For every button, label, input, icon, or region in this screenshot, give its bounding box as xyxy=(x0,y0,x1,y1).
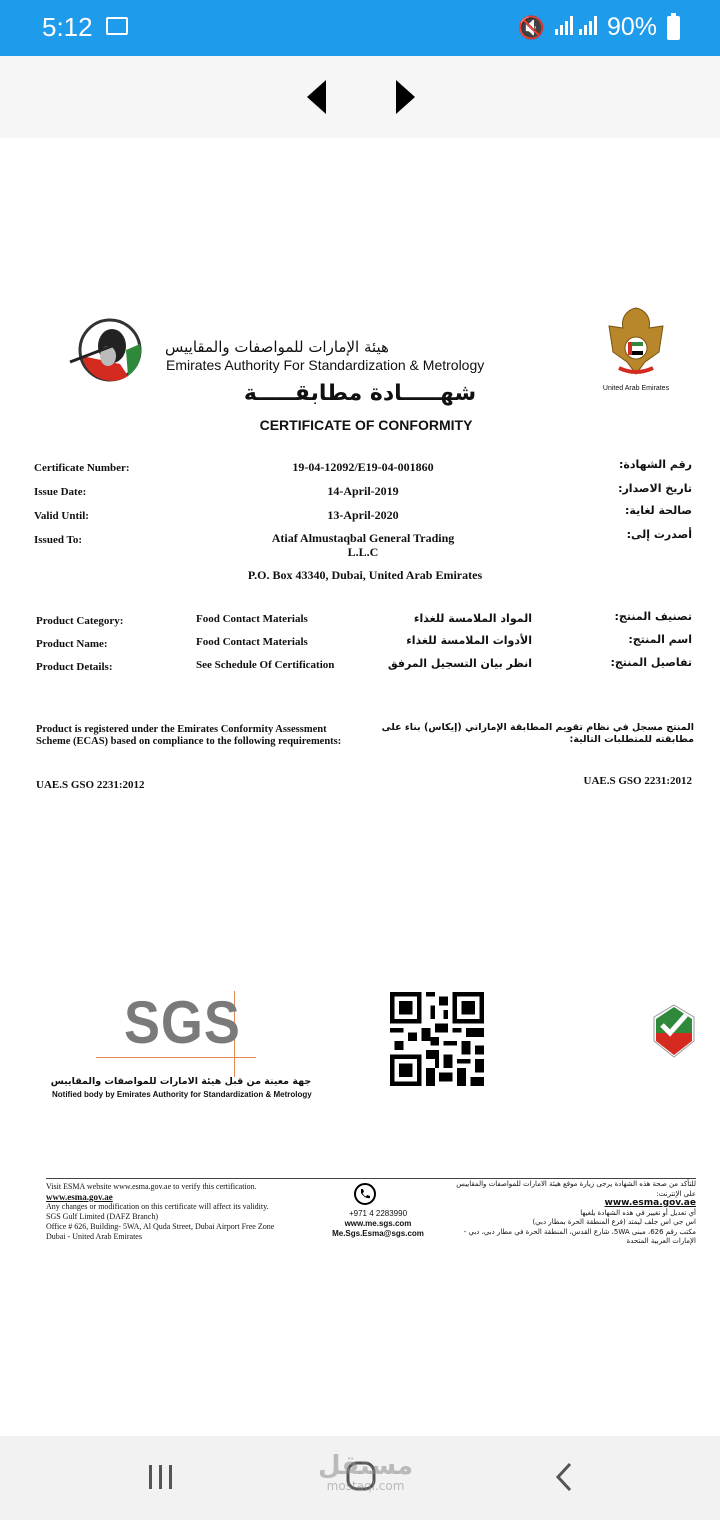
viewer-toolbar xyxy=(0,56,720,138)
watermark-ar: مستقل xyxy=(318,1451,414,1481)
product-value: Food Contact Materials xyxy=(196,636,308,648)
issued-to-suffix: L.L.C xyxy=(347,545,379,559)
authority-name-en: Emirates Authority For Standardization & Metrology xyxy=(166,357,485,373)
sgs-logo: SGS xyxy=(124,989,241,1056)
field-value: 14-April-2019 xyxy=(327,484,399,498)
qr-code xyxy=(388,992,486,1086)
battery-icon xyxy=(667,16,680,40)
product-label: Product Name: xyxy=(36,638,108,650)
footer-verify-text: Visit ESMA website www.esma.gov.ae to verify this certification. xyxy=(46,1182,257,1191)
field-label-ar: تاريخ الاصدار: xyxy=(618,482,692,495)
footer-company: SGS Gulf Limited (DAFZ Branch) xyxy=(46,1212,158,1221)
field-label-ar: أصدرت إلى: xyxy=(626,528,692,541)
footer-contact xyxy=(318,1209,438,1239)
authority-name-ar: هيئة الإمارات للمواصفات والمقاييس xyxy=(165,338,389,356)
field-label: Issued To: xyxy=(34,534,83,546)
status-bar xyxy=(0,0,720,56)
product-label: Product Details: xyxy=(36,661,113,673)
footer-city: Dubai - United Arab Emirates xyxy=(46,1232,142,1241)
footer-divider xyxy=(46,1178,696,1179)
footer-company-ar: اس جي اس جلف ليمتد (فرع المنطقة الحرة بمطار دبي) xyxy=(532,1218,696,1226)
footer-office: Office # 626, Building- 5WA, Al Quda Street, Dubai Airport Free Zone xyxy=(46,1222,275,1231)
footer-validity-text-ar: أي تعديل أو تغيير في هذه الشهادة يلغيها xyxy=(580,1208,696,1217)
previous-page-button[interactable] xyxy=(307,80,326,114)
field-label-ar: رقم الشهادة: xyxy=(618,458,692,471)
watermark xyxy=(318,1452,413,1492)
image-notification-icon xyxy=(106,17,128,35)
footer-phone[interactable]: +971 4 2283990 xyxy=(348,1209,408,1218)
address: P.O. Box 43340, Dubai, United Arab Emirates xyxy=(247,568,483,582)
certificate-title-ar: شهـــــادة مطابقـــــة xyxy=(243,381,477,406)
notified-body-en: Notified body by Emirates Authority for Standardization & Metrology xyxy=(52,1090,312,1099)
conformity-mark-icon xyxy=(650,1003,698,1061)
standard-ar: UAE.S GSO 2231:2012 xyxy=(583,775,692,787)
recent-apps-button[interactable] xyxy=(147,1464,175,1490)
signal-icon xyxy=(555,12,597,43)
standard-en: UAE.S GSO 2231:2012 xyxy=(36,779,145,791)
esma-logo xyxy=(68,316,150,384)
footer-left xyxy=(46,1182,296,1242)
field-label: Issue Date: xyxy=(34,486,87,498)
battery-percent: 90% xyxy=(606,13,657,41)
product-value-ar: انظر بيان التسجيل المرفق xyxy=(387,657,532,670)
certificate-page xyxy=(0,138,720,1436)
field-value: 13-April-2020 xyxy=(327,508,399,522)
product-label-ar: اسم المنتج: xyxy=(628,633,692,646)
sgs-logo-rule xyxy=(96,1057,256,1058)
watermark-en: mostaql.com xyxy=(326,1479,405,1493)
footer-office-ar: مكتب رقم 626، مبنى 5WA، شارع القدس، المنطقة الحرة في مطار دبي، دبي - الإمارات العربية المتحدة xyxy=(463,1227,696,1245)
product-value-ar: الأدوات الملامسة للغذاء xyxy=(406,634,532,647)
product-value: See Schedule Of Certification xyxy=(196,659,335,671)
field-value: 19-04-12092/E19-04-001860 xyxy=(292,460,434,474)
footer-email[interactable]: Me.Sgs.Esma@sgs.com xyxy=(332,1229,424,1238)
certificate-title-en: CERTIFICATE OF CONFORMITY xyxy=(259,417,473,433)
phone-icon xyxy=(353,1182,377,1206)
field-label: Valid Until: xyxy=(34,510,89,522)
esma-website-link[interactable]: www.esma.gov.ae xyxy=(46,1192,113,1202)
notified-body-ar: جهة معينة من قبل هيئة الامارات للمواصفات والمقاييس xyxy=(50,1076,312,1087)
footer-web[interactable]: www.me.sgs.com xyxy=(344,1219,412,1228)
issued-to-name: Atiaf Almustaqbal General Trading xyxy=(271,531,455,545)
product-value-ar: المواد الملامسة للغذاء xyxy=(413,612,532,625)
uae-emblem xyxy=(603,304,669,382)
registration-text-en: Product is registered under the Emirates Conformity Assessment Scheme (ECAS) based on compliance to the following requirements: xyxy=(36,724,342,747)
back-button[interactable] xyxy=(553,1462,575,1492)
footer-validity-text: Any changes or modification on this certificate will affect its validity. xyxy=(46,1202,269,1211)
mute-icon: 🔇 xyxy=(517,14,545,40)
product-value: Food Contact Materials xyxy=(196,613,308,625)
footer-right xyxy=(450,1180,696,1247)
country-caption: United Arab Emirates xyxy=(602,385,670,392)
registration-text-ar: المنتج مسجل في نظام تقويم المطابقة الإماراتي (إيكاس) بناء على مطابقته للمتطلبات التالية: xyxy=(381,722,694,745)
field-label-ar: صالحة لغاية: xyxy=(625,504,692,517)
field-label: Certificate Number: xyxy=(34,462,130,474)
product-label-ar: تفاصيل المنتج: xyxy=(610,656,692,669)
esma-website-link-ar[interactable]: www.esma.gov.ae xyxy=(604,1198,696,1208)
footer-verify-text-ar: للتأكد من صحة هذه الشهادة يرجى زيارة موقع هيئة الامارات للمواصفات والمقاييس على الإنترنت: xyxy=(456,1180,696,1198)
product-label: Product Category: xyxy=(36,615,124,627)
product-label-ar: تصنيف المنتج: xyxy=(614,610,692,623)
next-page-button[interactable] xyxy=(396,80,415,114)
status-time: 5:12 xyxy=(42,12,93,42)
